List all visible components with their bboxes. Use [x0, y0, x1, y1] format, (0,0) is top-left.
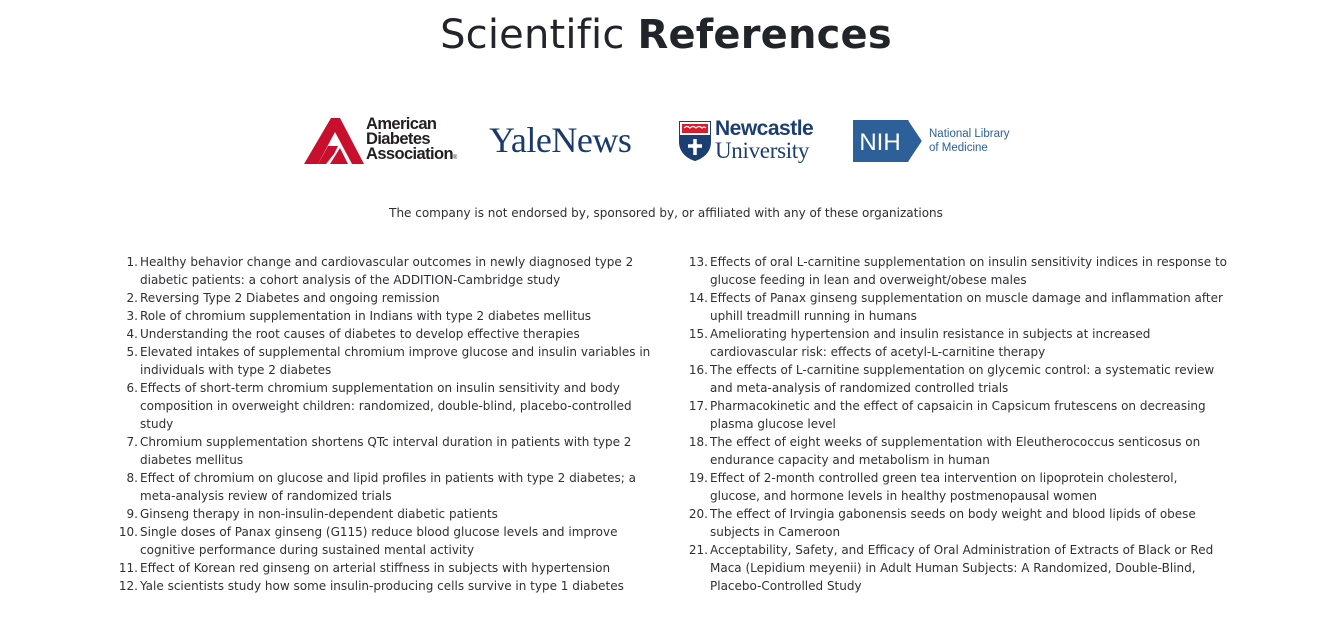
reference-item: 13. Effects of oral L-carnitine supplementation on insulin sensitivity indices in response to glucose feeding in lean and overweight/obese males: [688, 255, 1227, 287]
disclaimer-text: The company is not endorsed by, sponsored by, or affiliated with any of these organizations: [389, 206, 943, 220]
title-bold: References: [637, 12, 892, 58]
ada-reg: ®: [452, 155, 457, 161]
references-list-right: [688, 253, 1230, 595]
nih-badge-icon: [853, 120, 925, 162]
reference-item: 15. Ameliorating hypertension and insulin resistance in subjects at increased cardiovascular risk: effects of acetyl-L-carnitine therapy: [688, 327, 1151, 359]
reference-item: 6. Effects of short-term chromium supplementation on insulin sensitivity and body composition in overweight children: randomized, double-blind, placebo-controlled study: [126, 381, 632, 431]
newcastle-shield-icon: [678, 120, 712, 162]
nih-nlm-logo: [853, 112, 1018, 168]
partner-logos: [0, 112, 1332, 168]
ada-logo: [304, 112, 470, 168]
reference-item: 20. The effect of Irvingia gabonensis seeds on body weight and blood lipids of obese subjects in Cameroon: [688, 507, 1196, 539]
reference-item: 21. Acceptability, Safety, and Efficacy of Oral Administration of Extracts of Black or Red Maca (Lepidium meyenii) in Adult Human Subjects: A Randomized, Double-Blind, Placebo-Controlled Study: [688, 543, 1214, 593]
ada-line2: Diabetes: [366, 130, 430, 148]
ada-line1: American: [366, 115, 437, 133]
newcastle-university-logo: [678, 112, 836, 168]
reference-item: 1. Healthy behavior change and cardiovascular outcomes in newly diagnosed type 2 diabetic patients: a cohort analysis of the ADDITION-Cambridge study: [126, 255, 634, 287]
ada-triangle-icon: [304, 118, 364, 164]
reference-item: 7. Chromium supplementation shortens QTc interval duration in patients with type 2 diabetes mellitus: [126, 435, 632, 467]
reference-item: 11. Effect of Korean red ginseng on arterial stiffness in subjects with hypertension: [118, 561, 611, 575]
reference-item: 16. The effects of L-carnitine supplementation on glycemic control: a systematic review and meta-analysis of randomized controlled trials: [688, 363, 1215, 395]
nih-line2: of Medicine: [929, 142, 988, 154]
page-title: [0, 10, 1332, 60]
references-list-left: [118, 253, 660, 595]
reference-item: 9. Ginseng therapy in non-insulin-dependent diabetic patients: [126, 507, 498, 521]
newcastle-line2: University: [715, 138, 810, 163]
reference-item: 4. Understanding the root causes of diabetes to develop effective therapies: [126, 327, 580, 341]
reference-item: 17. Pharmacokinetic and the effect of capsaicin in Capsicum frutescens on decreasing plasma glucose level: [688, 399, 1206, 431]
title-regular: Scientific: [440, 12, 625, 58]
svg-text:NIH: NIH: [859, 129, 901, 156]
nih-line1: National Library: [929, 128, 1010, 140]
reference-item: 18. The effect of eight weeks of supplementation with Eleutherococcus senticosus on endurance capacity and metabolism in human: [688, 435, 1201, 467]
reference-item: 10. Single doses of Panax ginseng (G115) reduce blood glucose levels and improve cognitive performance during sustained mental activity: [118, 525, 618, 557]
reference-item: 2. Reversing Type 2 Diabetes and ongoing remission: [126, 291, 440, 305]
reference-item: 5. Elevated intakes of supplemental chromium improve glucose and insulin variables in individuals with type 2 diabetes: [126, 345, 651, 377]
reference-item: 14. Effects of Panax ginseng supplementation on muscle damage and inflammation after uphill treadmill running in humans: [688, 291, 1223, 323]
reference-item: 12. Yale scientists study how some insulin-producing cells survive in type 1 diabetes: [118, 579, 624, 593]
yale-news-logo: [489, 112, 659, 168]
ada-line3: Association: [366, 145, 453, 163]
yale-news-text: YaleNews: [489, 120, 632, 160]
reference-item: 8. Effect of chromium on glucose and lipid profiles in patients with type 2 diabetes; a meta-analysis review of randomized trials: [126, 471, 636, 503]
reference-item: 19. Effect of 2-month controlled green tea intervention on lipoprotein cholesterol, glucose, and hormone levels in healthy postmenopausal women: [688, 471, 1178, 503]
reference-item: 3. Role of chromium supplementation in Indians with type 2 diabetes mellitus: [126, 309, 592, 323]
newcastle-line1: Newcastle: [715, 117, 814, 140]
